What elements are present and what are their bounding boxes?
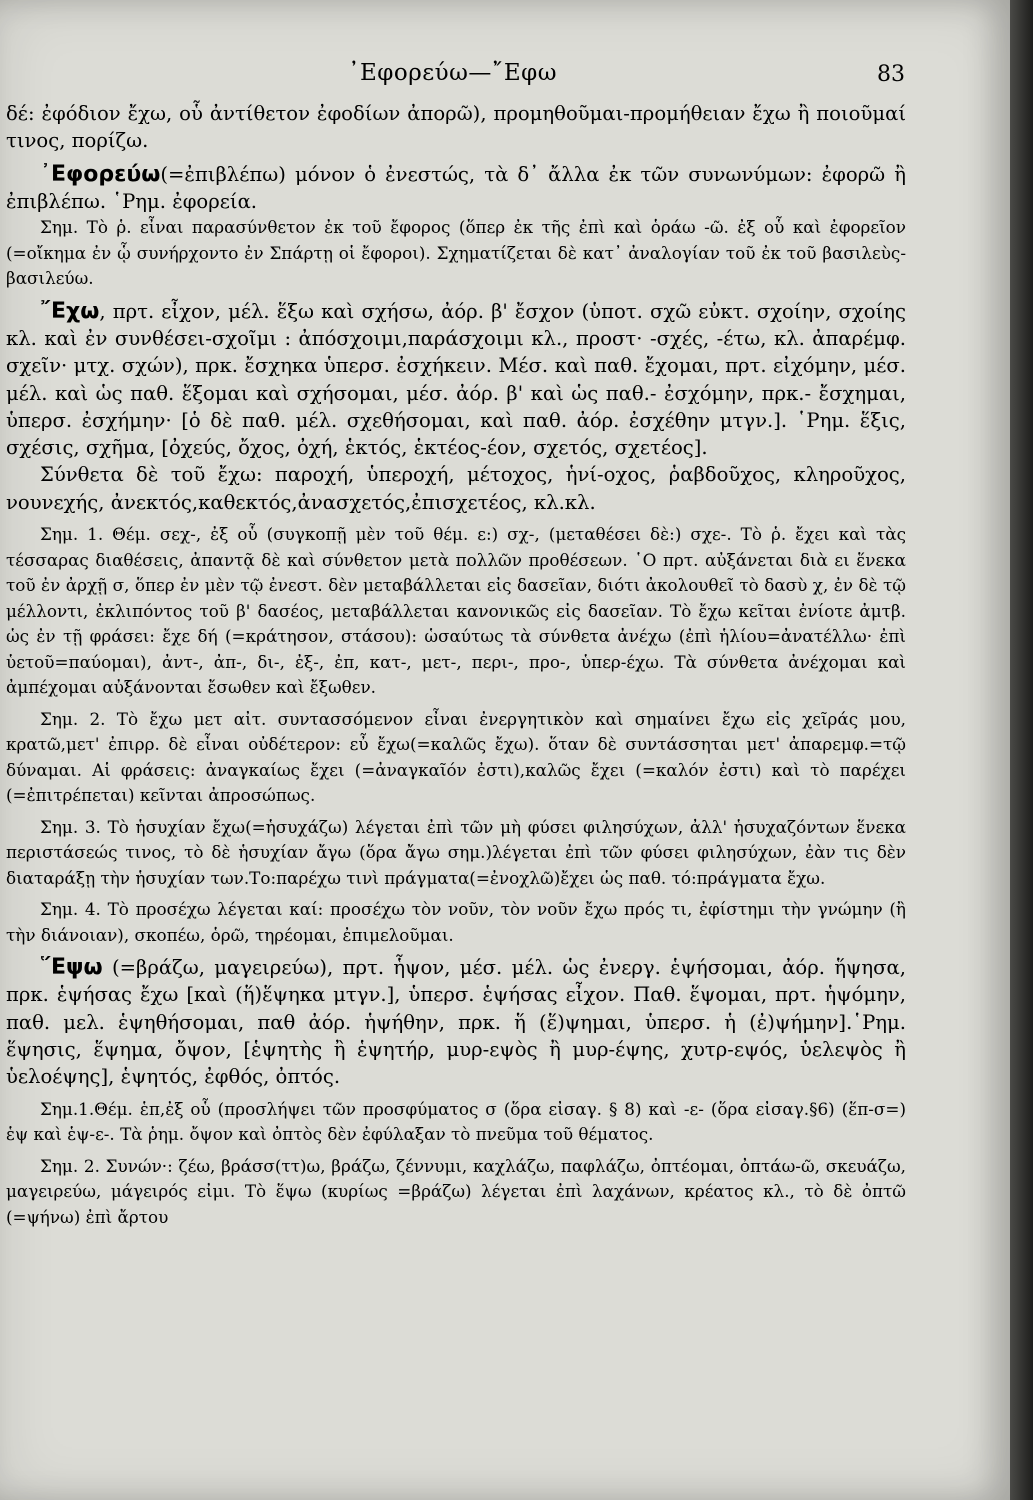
entry-continuation: δέ: ἐφόδιον ἔχω, οὗ ἀντίθετον ἐφοδίων ἀπορῶ), προμηθοῦμαι-προμήθειαν ἔχω ἢ ποιοῦμαί τινος, πορίζω. — [6, 102, 906, 153]
note-2-epso: Σημ. 2. Συνών·: ζέω, βράσσ(ττ)ω, βράζω, ζέννυμι, καχλάζω, παφλάζω, ὀπτέομαι, ὀπτάω-ῶ, σκευάζω, μαγειρεύω, μάγειρός εἰμι. Τὸ ἕψω (κυρίως =βράζω) λέγεται ἐπὶ λαχάνων, κρέατος κλ., τὸ δὲ ὀπτῶ (=ψήνω) ἐπὶ ἄρτου — [6, 1155, 906, 1227]
dictionary-body — [6, 100, 906, 1230]
header-title: ᾿Εφορεύω—῎Εφω — [347, 60, 558, 86]
entry-echo: ῎Εχω, πρτ. εἶχον, μέλ. ἕξω καὶ σχήσω, ἀόρ. β' ἔσχον (ὑποτ. σχῶ εὐκτ. σχοίην, σχοίης κλ. καὶ ἐν συνθέσει-σχοῖμι : ἀπόσχοιμι,παράσχοιμι κλ., προστ· -σχές, -έτω, κλ. ἀπαρέμφ. σχεῖν· μτχ. σχών), πρκ. ἔσχηκα ὑπερσ. ἐσχήκειν. Μέσ. καὶ παθ. ἔχομαι, πρτ. εἰχόμην, μέσ. μέλ. καὶ ὡς παθ. ἕξομαι καὶ σχήσομαι, μέσ. ἀόρ. β' καὶ ὡς παθ.- ἐσχόμην, πρκ.- ἔσχημαι, ὑπερσ. ἐσχήμην· [ὁ δὲ παθ. μέλ. σχεθήσομαι, καὶ παθ. ἀόρ. ἐσχέθην μτγν.]. ῾Ρημ. ἕξις, σχέσις, σχῆμα, [ὀχεύς, ὄχος, ὀχή, ἑκτός, ἑκτέος-έον, σχετός, σχετέος]. — [6, 298, 906, 460]
running-header — [0, 60, 905, 100]
page-number: 83 — [877, 62, 905, 87]
entry-eforeuo: ᾿Εφορεύω(=ἐπιβλέπω) μόνον ὁ ἐνεστώς, τὰ δ᾿ ἄλλα ἐκ τῶν συνωνύμων: ἐφορῶ ἢ ἐπιβλέπω. ῾Ρημ. ἐφορεία. — [6, 161, 906, 213]
note-1-epso: Σημ.1.Θέμ. ἑπ,ἐξ οὗ (προσλήψει τῶν προσφύματος σ (ὅρα εἰσαγ. § 8) καὶ -ε- (ὅρα εἰσαγ.§6) (ἕπ-σ=) ἑψ καὶ ἑψ-ε-. Τὰ ῥημ. ὄψον καὶ ὀπτὸς δὲν ἐφύλαξαν τὸ πνεῦμα τοῦ θέματος. — [6, 1098, 906, 1145]
entry-epso: ῞Εψω (=βράζω, μαγειρεύω), πρτ. ἧψον, μέσ. μέλ. ὡς ἐνεργ. ἑψήσομαι, ἀόρ. ἥψησα, πρκ. ἑψήσας ἔχω [καὶ (ἥ)ἕψηκα μτγν.], ὑπερσ. ἑψήσας εἶχον. Παθ. ἕψομαι, πρτ. ἡψόμην, παθ. μελ. ἑψηθήσομαι, παθ ἀόρ. ἡψήθην, πρκ. ἥ (ἕ)ψημαι, ὑπερσ. ἡ (ἐ)ψήμην].῾Ρημ. ἕψησις, ἕψημα, ὄψον, [ἑψητὴς ἢ ἑψητήρ, μυρ-εψὸς ἢ μυρ-έψης, χυτρ-εψός, ὑελεψὸς ἢ ὑελοέψης], ἑψητός, ἐφθός, ὀπτός. — [6, 955, 906, 1089]
compounds-echo: Σύνθετα δὲ τοῦ ἔχω: παροχή, ὑπεροχή, μέτοχος, ἡνί-οχος, ῥαβδοῦχος, κληροῦχος, νουνεχής, ἀνεκτός,καθεκτός,ἀνασχετός,ἐπισχετέος, κλ.κλ. — [6, 463, 906, 514]
note-1-echo: Σημ. 1. Θέμ. σεχ-, ἐξ οὗ (συγκοπῇ μὲν τοῦ θέμ. ε:) σχ-, (μεταθέσει δὲ:) σχε-. Τὸ ῥ. ἔχει καὶ τὰς τέσσαρας διαθέσεις, ἀπαντᾷ δὲ καὶ σύνθετον μετὰ πολλῶν προθέσεων. ῾Ο πρτ. αὐξάνεται διὰ ει ἕνεκα τοῦ ἐν ἀρχῇ σ, ὅπερ ἐν μὲν τῷ ἐνεστ. δὲν μεταβάλλεται εἰς δασεῖαν, διότι ἀκολουθεῖ τὸ δασὺ χ, ἐν δὲ τῷ μέλλοντι, ἐκλιπόντος τοῦ β' δασέος, μεταβάλλεται κανονικῶς εἰς δασεῖαν. Τὸ ἔχω κεῖται ἐνίοτε ἀμτβ. ὡς ἐν τῇ φράσει: ἔχε δή (=κράτησον, στάσου): ὡσαύτως τὰ σύνθετα ἀνέχω (ἐπὶ ἡλίου=ἀνατέλλω· ἐπὶ ὑετοῦ=παύομαι), ἀντ-, ἀπ-, δι-, ἐξ-, ἐπ, κατ-, μετ-, περι-, προ-, ὑπερ-έχω. Τὰ σύνθετα ἀνέχομαι καὶ ἀμπέχομαι αὐξάνονται ἔσωθεν καὶ ἔξωθεν. — [6, 524, 906, 698]
note-2-echo: Σημ. 2. Τὸ ἔχω μετ αἰτ. συντασσόμενον εἶναι ἐνεργητικὸν καὶ σημαίνει ἔχω εἰς χεῖράς μου, κρατῶ,μετ' ἐπιρρ. δὲ εἶναι οὐδέτερον: εὖ ἔχω(=καλῶς ἔχω). ὅταν δὲ συντάσσηται μετ' ἀπαρεμφ.=τῷ δύναμαι. Αἱ φράσεις: ἀναγκαίως ἔχει (=ἀναγκαῖόν ἐστι),καλῶς ἔχει (=καλόν ἐστι) καὶ τὸ παρέχει (=ἐπιτρέπεται) κεῖνται ἀπροσώπως. — [6, 708, 906, 806]
page-edge-shadow — [1010, 0, 1033, 1500]
note-eforeuo: Σημ. Τὸ ῥ. εἶναι παρασύνθετον ἐκ τοῦ ἔφορος (ὅπερ ἐκ τῆς ἐπὶ καὶ ὁράω -ῶ. ἐξ οὗ καὶ ἐφορεῖον (=οἴκημα ἐν ᾧ συνήρχοντο ἐν Σπάρτῃ οἱ ἔφοροι). Σχηματίζεται δὲ κατ᾿ ἀναλογίαν τοῦ ἐκ τοῦ βασιλεὺς-βασιλεύω. — [6, 217, 906, 289]
headword: ῎Εχω — [40, 298, 100, 324]
headword: ᾿Εφορεύω — [40, 161, 161, 187]
note-4-echo: Σημ. 4. Τὸ προσέχω λέγεται καί: προσέχω τὸν νοῦν, τὸν νοῦν ἔχω πρός τι, ἐφίστημι τὴν γνώμην (ἢ τὴν διάνοιαν), σκοπέω, ὁρῶ, τηρέομαι, ἐπιμελοῦμαι. — [6, 899, 906, 945]
note-3-echo: Σημ. 3. Τὸ ἡσυχίαν ἔχω(=ἡσυχάζω) λέγεται ἐπὶ τῶν μὴ φύσει φιλησύχων, ἀλλ' ἡσυχαζόντων ἕνεκα περιστάσεώς τινος, τὸ δὲ ἡσυχίαν ἄγω (ὅρα ἄγω σημ.)λέγεται ἐπὶ τῶν φύσει φιλησύχων, ἐὰν τις δὲν διαταράξῃ τὴν ἡσυχίαν των.Το:παρέχω τινὶ πράγματα(=ἐνοχλῶ)ἔχει ὡς παθ. τό:πράγματα ἔχω. — [6, 816, 906, 888]
headword: ῞Εψω — [40, 955, 103, 981]
